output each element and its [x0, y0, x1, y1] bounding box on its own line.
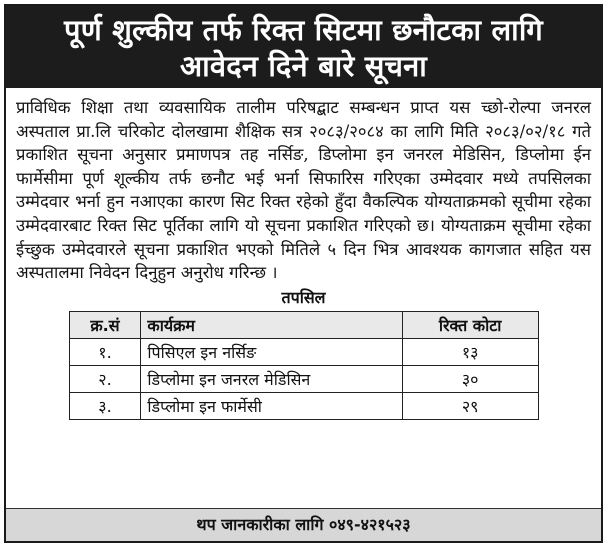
title-line-1: पूर्ण शुल्कीय तर्फ रिक्त सिटमा छनौटका लागि [64, 13, 543, 47]
row-quota: २९ [402, 392, 538, 419]
row-quota: १३ [402, 338, 538, 365]
row-serial: २. [69, 365, 141, 392]
table-row [69, 338, 538, 365]
table-row [69, 392, 538, 419]
header-quota: रिक्त कोटा [402, 311, 538, 338]
row-serial: १. [69, 338, 141, 365]
row-quota: ३० [402, 365, 538, 392]
header-serial: क्र.सं [69, 311, 141, 338]
title-line-2: आवेदन दिने बारे सूचना [180, 49, 427, 83]
notice-header [6, 6, 601, 88]
table-header-row [69, 311, 538, 338]
row-program: डिप्लोमा इन फार्मेसी [141, 392, 402, 419]
table-row [69, 365, 538, 392]
table-caption: तपसिल [281, 287, 326, 307]
row-program: डिप्लोमा इन जनरल मेडिसिन [141, 365, 402, 392]
contact-footer: थप जानकारीका लागि ०४९-४२१५२३ [6, 508, 601, 541]
notice-paragraph: प्राविधिक शिक्षा तथा व्यवसायिक तालीम परिषद्बाट सम्बन्धन प्राप्त यस च्छो-रोल्पा जनरल अस्पताल प्रा.लि चरिकोट दोलखामा शैक्षिक सत्र २०८३/२०८४ का लागि मिति २०८३/०२/१८ गते प्रकाशित सूचना अनुसार प्रमाणपत्र तह नर्सिङ, डिप्लोमा इन जनरल मेडिसिन, डिप्लोमा ईन फार्मेसीमा पूर्ण शूल्कीय तर्फ छनौट भई भर्ना सिफारिस गरिएका उम्मेदवार मध्ये तपसिलका उम्मेदवार भर्ना हुन नआएका कारण सिट रिक्त रहेको हुँदा वैकल्पिक योग्यताक्रमको सूचीमा रहेका उम्मेदवारबाट रिक्त सिट पूर्तिका लागि यो सूचना प्रकाशित गरिएको छ। योग्यताक्रम सूचीमा रहेका ईच्छुक उम्मेदवारले सूचना प्रकाशित भएको मितिले ५ दिन भित्र आवश्यक कागजात सहित यस अस्पतालमा निवेदन दिनुहुन अनुरोध गरिन्छ । [16, 98, 591, 283]
row-serial: ३. [69, 392, 141, 419]
notice-document [4, 4, 603, 543]
vacancy-table [69, 311, 539, 420]
header-program: कार्यक्रम [141, 311, 402, 338]
row-program: पिसिएल इन नर्सिङ [141, 338, 402, 365]
